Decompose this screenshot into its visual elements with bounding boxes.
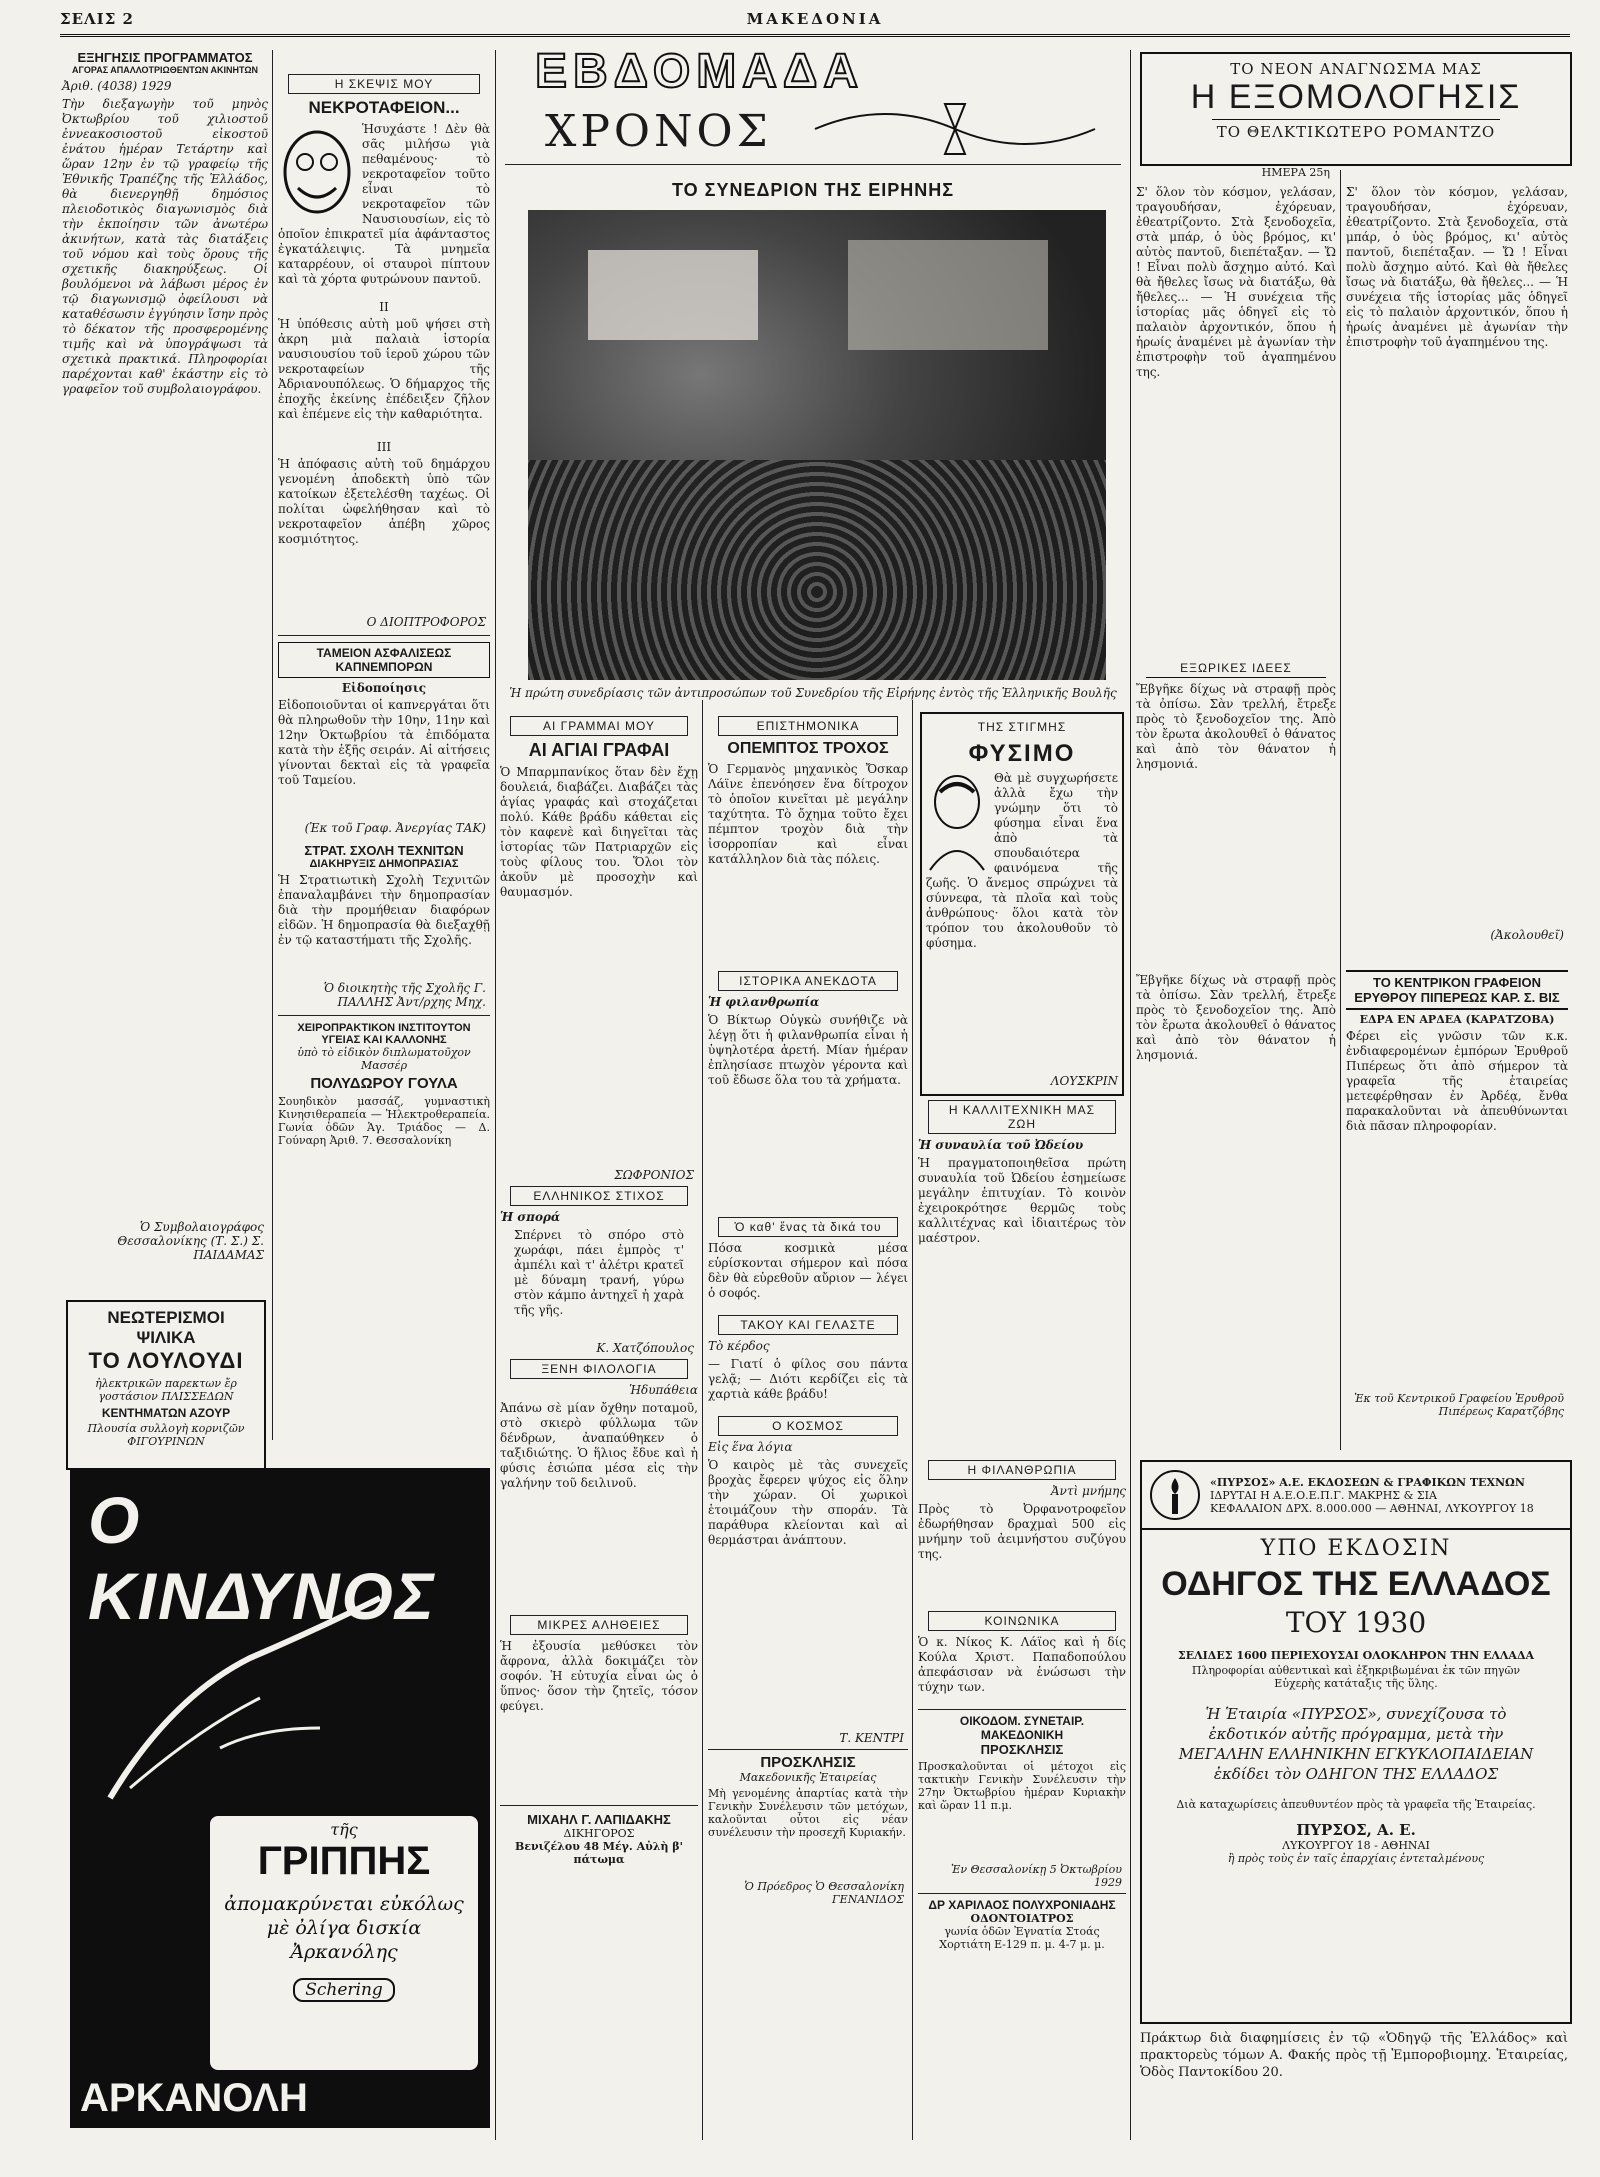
kosmos-body: Ὁ καιρὸς μὲ τὰς συνεχεῖς βροχὰς ἔφερεν ψύχος εἰς ὅλην τὴν χώραν. Οἱ χωρικοὶ ἑτοιμάζουν τὴν σποράν. Τὰ παράθυρα κλείονται καὶ αἱ θερμάστραι ἀνάπτουν. [708,1458,908,1547]
agiai-grafai-body: Ὁ Μπαρμπανίκος ὅταν δὲν ἔχῃ δουλειά, διαβάζει. Διαβάζει τὰς ἁγίας γραφάς καὶ στοχάζεται πολύ. Κάθε βράδυ κάθεται εἰς τὸν καφενὲ καὶ διηγεῖται τὰς ἱστορίας τῶν Πατριαρχῶν εἰς τοὺς φίλους του. Ὅλοι τὸν ἀκοῦν μὲ προσοχὴν καὶ θαυμασμόν. [500,765,698,899]
ad-odigos-order: Διὰ καταχωρίσεις ἀπευθυντέον πρὸς τὰ γραφεῖα τῆς Ἑταιρείας. [1176,1798,1536,1811]
program-heading: ΕΞΗΓΗΣΙΣ ΠΡΟΓΡΑΜΜΑΤΟΣ [77,50,253,65]
ad-exomologisis [1140,52,1572,166]
section-label-koinonika: ΚΟΙΝΩΝΙΚΑ [928,1611,1116,1631]
erythros-title: ΤΟ ΚΕΝΤΡΙΚΟΝ ΓΡΑΦΕΙΟΝ ΕΡΥΘΡΟΥ ΠΙΠΕΡΕΩΣ ΚΑΡ. Σ. ΒΙΣ [1346,970,1568,1010]
fil-body: Πρὸς τὸ Ὀρφανοτροφεῖον ἐδωρήθησαν δραχμαὶ 500 εἰς μνήμην τοῦ ἀειμνήστου συζύγου της. [918,1502,1126,1561]
opemptos-body: Ὁ Γερμανὸς μηχανικὸς Ὄσκαρ Λάϊνε ἐπενόησεν ἕνα δίτροχον τὸ ὁποῖον κινεῖται μὲ μεγάλην ταχύτητα. Τὸ ὄχημα τοῦτο ἔχει πέμπτον τροχὸν διὰ τὴν ἰσορροπίαν καὶ εἶναι κατάλληλον διὰ τὰς πόλεις. [708,762,908,866]
ad-odigos-pages: ΣΕΛΙΔΕΣ 1600 ΠΕΡΙΕΧΟΥΣΑΙ ΟΛΟΚΛΗΡΟΝ ΤΗΝ ΕΛΛΑΔΑ [1177,1649,1535,1662]
ad-odigos-foot2: ΛΥΚΟΥΡΓΟΥ 18 - ΑΘΗΝΑΙ [1282,1839,1430,1852]
cheiro-body: Σουηδικὸν μασσάζ, γυμναστικὴ Κινησιθεραπεία — Ἠλεκτροθεραπεία. Γωνία ὁδῶν Ἁγ. Τριάδος — Δ. Γούναρη Ἀριθ. 7. Θεσσαλονίκη [278,1095,490,1147]
section-label-filanthropia: Η ΦΙΛΑΝΘΡΩΠΙΑ [928,1460,1116,1480]
xeni-title: Ἡδυπάθεια [629,1383,698,1397]
ad-kindynos-tis: τῆς [330,1820,358,1839]
exomologisis-body: Σ' ὅλον τὸν κόσμον, γελάσαν, τραγουδήσαν, ἐχόρευαν, ἐθεατρίζοντο. Στὰ ξενοδοχεῖα, στὰ μπάρ, ὁ ὑὸς βρόμος, κι' αὐτὸς παντοῦ, διεπέταξαν. — Ὤ ! Εἶναι πολὺ ἄσχημο αὐτό. Καὶ θὰ ἤθελες ἴσως νὰ διατάξω, θὰ ἤθελες... — Ἡ συνέχεια τῆς ἱστορίας μᾶς ὁδηγεῖ εἰς τὸ παλαιὸν ἀρχοντικόν, ὅπου ἡ ἡρωίς ἀναμένει μὲ ἀγωνίαν τὴν ἐπιστροφὴν τοῦ ἀγαπημένου της. [1136,185,1336,379]
fil-title: Ἀντὶ μνήμης [1050,1484,1126,1498]
news-title: ΤΟ ΣΥΝΕΔΡΙΟΝ ΤΗΣ ΕΙΡΗΝΗΣ [671,180,955,200]
nekrotafeion-body-1: Ἡσυχάστε ! Δὲν θὰ σᾶς μιλήσω γιὰ πεθαμένους· τὸ νεκροταφεῖον τοῦτο εἶναι τὸ νεκροταφεῖον τῶν Ναυσιουσίων, εἰς τὸ ὁποῖον ἐπικρατεῖ μία ἀφάνταστος ἐγκατάλειψις. Τὰ μνημεῖα καταρρέουν, οἱ σταυροὶ πίπτουν καὶ τὰ χόρτα φυτρώνουν παντοῦ. [278,122,490,286]
erythros-notice [1346,970,1568,1440]
ad-odigos-foot3: ἢ πρὸς τοὺς ἐν ταῖς ἐπαρχίαις ἐντεταλμένους [1227,1852,1485,1865]
day-number: ΗΜΕΡΑ 25η [1261,166,1330,179]
ad-louloudi-line6: Πλουσία συλλογὴ κορνιζῶν ΦΙΓΟΥΡΙΝΩΝ [87,1422,245,1448]
erythros-subtitle: ΕΔΡΑ ΕΝ ΑΡΔΕΑ (ΚΑΡΑΤΖΟΒΑ) [1359,1013,1555,1026]
nekrotafeion-signature: Ο ΔΙΟΠΤΡΟΦΟΡΟΣ [366,615,486,629]
column-rule [1340,170,1341,1450]
exomologisis-continuation: Σ' ὅλον τὸν κόσμον, γελάσαν, τραγουδήσαν, ἐχόρευαν, ἐθεατρίζοντο. Στὰ ξενοδοχεῖα, στὰ μπάρ, ὁ ὑὸς βρόμος, κι' αὐτὸς παντοῦ, διεπέταξαν. — Ὤ ! Εἶναι πολὺ ἄσχημο αὐτό. Καὶ θὰ ἤθελες ἴσως νὰ διατάξω, θὰ ἤθελες... — Ἡ συνέχεια τῆς ἱστορίας μᾶς ὁδηγεῖ εἰς τὸ παλαιὸν ἀρχοντικόν, ὅπου ἡ ἡρωίς ἀναμένει μὲ ἀγωνίαν τὴν ἐπιστροφὴν τοῦ ἀγαπημένου της. [1346,185,1568,349]
kerdos-body: — Γιατί ὁ φίλος σου πάντα γελᾷ; — Διότι κερδίζει εἰς τὰ χαρτιὰ κάθε βράδυ! [708,1357,908,1401]
ad-louloudi-line2: ΨΙΛΙΚΑ [136,1328,196,1347]
fysimo-body: Θὰ μὲ συγχωρήσετε ἀλλὰ ἔχω τὴν γνώμην ὅτι τὸ φύσημα εἶναι ἕνα ἀπὸ τὰ σπουδαιότερα φαινόμενα τῆς ζωῆς. Ὁ ἄνεμος σπρώχνει τὰ σύννεφα, τὰ πλοῖα καὶ τοὺς ἀνθρώπους· ὅλοι κατὰ τὸν τρόπον του ἀκολουθοῦν τὸ φύσημα. [926,771,1118,950]
program-body: Τὴν διεξαγωγὴν τοῦ μηνὸς Ὀκτωβρίου τοῦ χιλιοστοῦ ἐννεακοσιοστοῦ εἰκοστοῦ ἐνάτου ἡμέραν Τετάρτην καὶ ὥραν 12ην ἐν τῷ γραφείῳ τῆς Ἐθνικῆς Τραπέζης τῆς Ἑλλάδος, θὰ διενεργηθῇ δημόσιος πλειοδοτικὸς διαγωνισμὸς διὰ τὴν ἐκποίησιν τῶν ἀνωτέρω ἀκινήτων, κατὰ τὰς διατάξεις τοῦ νόμου καὶ τοὺς ὅρους τῆς σχετικῆς διακηρύξεως. Οἱ βουλόμενοι νὰ λάβωσι μέρος ἐν τῷ διαγωνισμῷ ὀφείλουσι νὰ καταθέσωσιν ἐγγύησιν ἴσην πρὸς τὸ δέκατον τῆς προσφερομένης τιμῆς καὶ νὰ ὑπογράψωσι τὰ σχετικὰ πρακτικά. Πληροφορίαι παρέχονται καθ' ἑκάστην εἰς τὸ γραφεῖον τοῦ συμβολαιογράφου. [62,97,268,396]
ad-louloudi-line1: ΝΕΩΤΕΡΙΣΜΟΙ [107,1308,225,1327]
ad-odigos-header [1142,1462,1570,1530]
column-2 [278,70,490,1460]
nekrotafeion-body-3: Ἡ ἀπόφασις αὐτὴ τοῦ δημάρχου γενομένη ἀποδεκτὴ ὑπὸ τῶν κατοίκων ἐξετελέσθη ταχέως. Οἱ πολίται ὠφελήθησαν καὶ τὸ νεκροταφεῖον ἀπέβη χῶρος κοσμιότητος. [278,457,490,546]
stigmis-box [920,712,1124,1096]
column-rule [495,50,496,2140]
column-6-left [1136,182,1336,962]
exomologisis-dialogue [1136,970,1336,1440]
section-label-kallitexniki: Η ΚΑΛΛΙΤΕΧΝΙΚΗ ΜΑΣ ΖΩΗ [928,1100,1116,1134]
agiai-grafai-title: ΑΙ ΑΓΙΑΙ ΓΡΑΦΑΙ [528,740,670,760]
page-number: ΣΕΛΙΣ 2 [60,10,134,28]
section-label-kala: Ὁ καθ' ἕνας τὰ δικά του [718,1217,898,1237]
column-rule [1130,50,1131,2140]
roman-ii: II [379,300,389,314]
stichoi-signature: Κ. Χατζόπουλος [596,1341,694,1355]
kala-body: Πόσα κοσμικὰ μέσα εὑρίσκονται σήμερον καὶ πόσα δὲν θὰ εὑρεθοῦν αὔριον — λέγει ὁ σοφός. [708,1241,908,1300]
section-label-stigmis: ΤΗΣ ΣΤΙΓΜΗΣ [977,720,1067,734]
ad-kindynos-gripp: ΓΡΙΠΠΗΣ [257,1839,431,1883]
ad-exomologisis-title: Η ΕΞΟΜΟΛΟΓΗΣΙΣ [1190,78,1522,116]
kosmos-title: Εἰς ἕνα λόγια [708,1440,793,1454]
ad-odigos-desc: Πληροφορίαι αὐθεντικαὶ καὶ ἐξηκριβωμέναι ἐκ τῶν πηγῶν Εὐχερὴς κατάταξις τῆς ὕλης. [1191,1664,1521,1690]
ad-kindynos-product: ΑΡΚΑΝΟΛΗ [80,2076,308,2120]
weekly-header [505,44,1121,165]
ad-kindynos-title: Ο ΚΙΝΔΥΝΟΣ [88,1483,436,1633]
erythros-body: Φέρει εἰς γνῶσιν τῶν κ.κ. ἐνδιαφερομένων ἐμπόρων Ἐρυθροῦ Πιπέρεως ὅτι ἀπὸ σήμερον τὰ γραφεῖα τῆς ἑταιρείας μετεφέρθησαν ἐν Ἀρδέᾳ, ἔνθα παρακαλοῦνται νὰ ἀπευθύνωνται διὰ πᾶσαν πληροφορίαν. [1346,1029,1568,1133]
column-6-right [1346,182,1568,962]
fysimo-signature: ΛΟΥΣΚΡΙΝ [1050,1074,1118,1088]
newspaper-title: ΜΑΚΕΔΟΝΙΑ [746,10,884,28]
hand-illustration-icon [90,1578,390,1808]
tameion-signature: (Ἐκ τοῦ Γραφ. Ἀνεργίας ΤΑΚ) [304,821,486,835]
xeni-body: Ἀπάνω σὲ μίαν ὄχθην ποταμοῦ, στὸ σκιερὸ φύλλωμα τῶν δένδρων, ἀναπαύθηκεν ὁ ταξιδιώτης. Ὁ ἥλιος ἔδυε καὶ ἡ φύσις ἐσιώπα μέσα εἰς τὴν γαλήνην τοῦ δειλινοῦ. [500,1401,698,1490]
istorika-title: Ἡ φιλανθρωπία [708,995,820,1009]
column-rule [912,700,913,2140]
nekrotafeion-body-2: Ἡ ὑπόθεσις αὐτὴ μοῦ ψήσει στὴ ἀκρη μιὰ παλαιὰ ἱστορία ναυσιουσίου τοῦ ἱεροῦ χώρου τῶν νεκροταφείων τῆς Ἀδριανουπόλεως. Ὁ δήμαρχος τῆς ἐποχῆς ἐκείνης ἐπέδειξεν ζῆλον καὶ ἐπέμενε εἰς τὴν καθαριότητα. [278,317,490,421]
program-signature: Ὁ Συμβολαιογράφος Θεσσαλονίκης (Τ. Σ.) Σ. ΠΑΙΔΑΜΑΣ [117,1220,264,1262]
column-3 [500,712,698,2142]
ad-louloudi [66,1300,266,1470]
caricature-face-icon [278,124,356,220]
column-rule [702,700,703,2140]
portrait-sketch-icon [926,772,988,872]
ad-odigos-pub3: ΚΕΦΑΛΑΙΟΝ ΔΡΧ. 8.000.000 — ΑΘΗΝΑΙ, ΛΥΚΟΥΡΓΟΥ 18 [1210,1501,1534,1515]
section-label-exorik: ΕΞΩΡΙΚΕΣ ΙΔΕΕΣ [1146,659,1326,678]
istorika-body: Ὁ Βίκτωρ Οὑγκὼ συνήθιζε νὰ λέγῃ ὅτι ἡ φιλανθρωπία εἶναι ἡ ὑψηλοτέρα ἀρετή. Μίαν ἡμέραν ἐπλησίασε πτωχὸν γέροντα καὶ τοῦ ἔδωσε ὅλα του τὰ χρήματα. [708,1013,908,1087]
tameion-body: Εἰδοποιοῦνται οἱ καπνεργάται ὅτι θὰ πληρωθοῦν τὴν 10ην, 11ην καὶ 12ην Ὀκτωβρίου τὰ ἐπιδόματα κατὰ τὴν ἑξῆς σειράν. Αἱ αἰτήσεις γίνονται δεκταὶ εἰς τὰ γραφεῖα τοῦ Ταμείου. [278,698,490,787]
mikres-body: Ἡ ἐξουσία μεθύσκει τὸν ἄφρονα, ἀλλὰ δοκιμάζει τὸν σοφόν. Ἡ εὐτυχία εἶναι ὡς ὁ ὕπνος· ὅσον τὴν ζητεῖς, τόσον φεύγει. [500,1639,698,1713]
header-word-1: ΕΒΔΟΜΑΔΑ [535,45,865,98]
ad-odigos-title: ΟΔΗΓΟΣ ΤΗΣ ΕΛΛΑΔΟΣ [1161,1565,1551,1603]
section-label-skepsis: Η ΣΚΕΨΙΣ ΜΟΥ [288,74,480,94]
ad-kindynos-brand: Schering [293,1978,395,2002]
ad-odigos-pub: «ΠΥΡΣΟΣ» Α.Ε. ΕΚΔΟΣΕΩΝ & ΓΡΑΦΙΚΩΝ ΤΕΧΝΩΝ [1210,1475,1525,1489]
section-label-xeni: ΞΕΝΗ ΦΙΛΟΛΟΓΙΑ [510,1359,688,1379]
lawyer-role: ΔΙΚΗΓΟΡΟΣ [563,1827,635,1840]
ad-kindynos-panel [210,1816,478,2070]
column-rule [272,50,273,1440]
masthead [60,8,1570,37]
ad-odigos-body: Ἡ Ἑταιρία «ΠΥΡΣΟΣ», συνεχίζουσα τὸ ἐκδοτικόν αὐτῆς πρόγραμμα, μετὰ τὴν ΜΕΓΑΛΗΝ ΕΛΛΗΝΙΚΗΝ ΕΓΚΥΚΛΟΠΑΙΔΕΙΑΝ ἐκδίδει τὸν ΟΔΗΓΟΝ ΤΗΣ ΕΛΛΑΔΟΣ [1178,1705,1534,1783]
cheiro-subtitle: ὑπὸ τὸ εἰδικὸν διπλωματοῦχον Μασσέρ [297,1046,471,1072]
opemptos-title: ΟΠΕΜΠΤΟΣ ΤΡΟΧΟΣ [727,740,889,757]
section-label-kosmos: Ο ΚΟΣΜΟΣ [718,1416,898,1436]
fysimo-title: ΦΥΣΙΜΟ [968,740,1076,767]
dr-name: ΔΡ ΧΑΡΙΛΑΟΣ ΠΟΛΥΧΡΟΝΙΑΔΗΣ [928,1898,1116,1912]
section-label-mikres: ΜΙΚΡΕΣ ΑΛΗΘΕΙΕΣ [510,1615,688,1635]
ad-odigos-pub2: ΙΔΡΥΤΑΙ Η Α.Ε.Ο.Ε.Π.Γ. ΜΑΚΡΗΣ & ΣΙΑ [1210,1488,1437,1502]
ad-exomologisis-sub: ΤΟ ΘΕΛΚΤΙΚΩΤΕΡΟ ΡΟΜΑΝΤΖΟ [1212,119,1500,141]
prosklisis-subtitle: Μακεδονικῆς Ἑταιρείας [739,1771,877,1784]
cheiro-name: ΠΟΛΥΔΩΡΟΥ ΓΟΥΛΑ [310,1075,458,1092]
oik-title: ΟΙΚΟΔΟΜ. ΣΥΝΕΤΑΙΡ. ΜΑΚΕΔΟΝΙΚΗ [959,1714,1085,1742]
exorik-body: Ἔβγῆκε δίχως νὰ στραφῇ πρὸς τὰ ὀπίσω. Σὰν τρελλή, ἔτρεξε πρὸς τὸ ξενοδοχεῖον της. Ἀπὸ τὸν ἔρωτα ἀκολουθεῖ ὁ θάνατος καὶ ἀπὸ τὸν θάνατον ἡ λησμονιά. [1136,682,1336,771]
program-number: Ἀριθ. (4038) 1929 [62,79,172,93]
stichoi-body: Σπέρνει τὸ σπόρο στὸ χωράφι, πάει ἐμπρὸς τ' ἀμπέλι καὶ τ' ἀλέτρι κρατεῖ μὲ δύναμη τρανή, γύρω στὸν κάμπο ἀντηχεῖ ἡ χαρὰ τῆς γῆς. [514,1228,684,1317]
strat-subtitle: ΔΙΑΚΗΡΥΞΙΣ ΔΗΜΟΠΡΑΣΙΑΣ [309,858,459,870]
photo-conference [528,210,1106,680]
oik-body: Προσκαλοῦνται οἱ μέτοχοι εἰς τακτικὴν Γενικὴν Συνέλευσιν τὴν 27ην Ὀκτωβρίου ἡμέραν Κυριακὴν καὶ ὥραν 11 π.μ. [918,1760,1126,1812]
ad-exomologisis-top: ΤΟ ΝΕΟΝ ΑΝΑΓΝΩΣΜΑ ΜΑΣ [1230,60,1482,78]
ad-louloudi-line4: ἠλεκτρικῶν παρεκτων ἔρ γοστάσιον ΠΛΙΣΣΕΔΩΝ [95,1377,237,1403]
exomologisis-dialogue-body: Ἔβγῆκε δίχως νὰ στραφῇ πρὸς τὰ ὀπίσω. Σὰν τρελλή, ἔτρεξε πρὸς τὸ ξενοδοχεῖον της. Ἀπὸ τὸν ἔρωτα ἀκολουθεῖ ὁ θάνατος καὶ ἀπὸ τὸν θάνατον ἡ λησμονιά. [1136,973,1336,1062]
prosklisis-title: ΠΡΟΣΚΛΗΣΙΣ [760,1754,856,1771]
pyrsos-torch-icon [1148,1468,1202,1522]
kosmos-signature: Τ. ΚΕΝΤΡΙ [839,1731,904,1745]
ad-odigos [1140,1460,1572,2024]
lawyer-name: ΜΙΧΑΗΛ Γ. ΛΑΠΙΔΑΚΗΣ [527,1812,671,1827]
dr-address: γωνία ὁδῶν Ἐγνατία Στοάς Χορτιάτη Ε-129 π. μ. 4-7 μ. μ. [939,1925,1105,1951]
koin-body: Ὁ κ. Νίκος Κ. Λάϊος καὶ ἡ δίς Κούλα Χριστ. Παπαδοπούλου ἀπεφάσισαν νὰ ἑνώσωσι τὴν τύχην των. [918,1635,1126,1694]
ad-odigos-under: ΥΠΟ ΕΚΔΟΣΙΝ [1260,1536,1452,1561]
stichoi-title: Ἡ σπορά [500,1210,561,1224]
ad-kindynos [70,1468,490,2128]
tameion-subtitle: Εἰδοποίησις [341,681,427,695]
section-label-epistimonika: ΕΠΙΣΤΗΜΟΝΙΚΑ [718,716,898,736]
strat-signature: Ὁ διοικητὴς τῆς Σχολῆς Γ. ΠΑΛΛΗΣ Ἀντ/ρχης Μηχ. [323,981,486,1009]
ad-kindynos-text: ἀπομακρύνεται εὐκόλως μὲ ὀλίγα δισκία Ἀρκανόλης [224,1893,464,1963]
oik-signature: Ἐν Θεσσαλονίκῃ 5 Ὀκτωβρίου 1929 [950,1863,1122,1889]
header-word-2: ΧΡΟΝΟΣ [545,106,772,157]
kerdos-title: Τὸ κέρδος [708,1339,770,1353]
nekrotafeion-title: ΝΕΚΡΟΤΑΦΕΙΟΝ... [308,98,460,117]
ad-odigos-agent: Πράκτωρ διὰ διαφημίσεις ἐν τῷ «Ὁδηγῷ τῆς Ἑλλάδος» καὶ πρακτορεὺς τόμων Α. Φακής πρὸς τῇ Ἐμποροβιομηχ. Ἑταιρείας, Ὁδὸς Παντοκίδου 20. [1140,2031,1568,2080]
section-label-istorika: ΙΣΤΟΡΙΚΑ ΑΝΕΚΔΟΤΑ [718,971,898,991]
column-4 [708,712,908,2142]
column-1 [62,50,268,1290]
prosklisis-signature: Ὁ Πρόεδρος Ὁ Θεσσαλονίκη ΓΕΝΑΝΙΔΟΣ [744,1880,904,1906]
ad-louloudi-line5: ΚΕΝΤΗΜΑΤΩΝ ΑΖΟΥΡ [101,1406,231,1420]
ad-odigos-foot1: ΠΥΡΣΟΣ, Α. Ε. [1296,1821,1416,1839]
lawyer-address: Βενιζέλου 48 Μέγ. Αὐλὴ β' πάτωμα [515,1840,683,1866]
dr-role: ΟΔΟΝΤΟΙΑΤΡΟΣ [970,1912,1074,1925]
kall-title: Ἡ συναυλία τοῦ Ὠδείου [918,1138,1084,1152]
ad-odigos-year: ΤΟΥ 1930 [1285,1606,1427,1639]
roman-iii: III [376,440,392,454]
tameion-title: ΤΑΜΕΙΟΝ ΑΣΦΑΛΙΣΕΩΣ ΚΑΠΝΕΜΠΟΡΩΝ [278,642,490,678]
kall-body: Ἡ πραγματοποιηθεῖσα πρώτη συναυλία τοῦ Ὠδείου ἐσημείωσε μεγάλην ἐπιτυχίαν. Τὸ κοινὸν ἐχειροκρότησε θερμῶς τοὺς καλλιτέχνας καὶ ἰδιαιτέρως τὸν μαέστρον. [918,1156,1126,1245]
prosklisis-body: Μὴ γενομένης ἀπαρτίας κατὰ τὴν Γενικὴν Συνέλευσιν τῶν μετόχων, καλοῦνται οὗτοι εἰς νέαν συνέλευσιν τὴν προσεχῆ Κυριακήν. [708,1787,908,1839]
photo-caption: Ἡ πρώτη συνεδρίασις τῶν ἀντιπροσώπων τοῦ Συνεδρίου τῆς Εἰρήνης ἐντὸς τῆς Ἑλληνικῆς Βουλῆς [509,686,1117,700]
program-subheading: ΑΓΟΡΑΣ ΑΠΑΛΛΟΤΡΙΩΘΕΝΤΩΝ ΑΚΙΝΗΤΩΝ [71,65,259,75]
erythros-signature: Ἐκ τοῦ Κεντρικοῦ Γραφείου Ἐρυθροῦ Πιπέρεως Καρατζόβης [1354,1392,1564,1418]
oik-subtitle: ΠΡΟΣΚΛΗΣΙΣ [980,1742,1064,1757]
section-label-grammai: ΑΙ ΓΡΑΜΜΑΙ ΜΟΥ [510,716,688,736]
cheiro-title: ΧΕΙΡΟΠΡΑΚΤΙΚΟΝ ΙΝΣΤΙΤΟΥΤΟΝ ΥΓΕΙΑΣ ΚΑΙ ΚΑΛΛΟΝΗΣ [297,1022,471,1046]
section-label-kerdos: ΤΑΚΟΥ ΚΑΙ ΓΕΛΑΣΤΕ [718,1315,898,1335]
column-5 [918,712,1126,2142]
section-label-stichoi: ΕΛΛΗΝΙΚΟΣ ΣΤΙΧΟΣ [510,1186,688,1206]
hourglass-ornament-icon [805,94,1105,164]
agiai-grafai-signature: ΣΩΦΡΟΝΙΟΣ [614,1168,694,1182]
strat-body: Ἡ Στρατιωτικὴ Σχολὴ Τεχνιτῶν ἐπαναλαμβάνει τὴν δημοπρασίαν διὰ τὴν προμήθειαν διαφόρων εἰδῶν. Ἡ δημοπρασία θὰ διεξαχθῇ ἐν τῷ καταστήματι τῆς Σχολῆς. [278,873,490,947]
strat-title: ΣΤΡΑΤ. ΣΧΟΛΗ ΤΕΧΝΙΤΩΝ [304,843,464,858]
ad-louloudi-line3: ΤΟ ΛΟΥΛΟΥΔΙ [88,1348,244,1373]
continues-label: (Ἀκολουθεῖ) [1490,928,1564,942]
